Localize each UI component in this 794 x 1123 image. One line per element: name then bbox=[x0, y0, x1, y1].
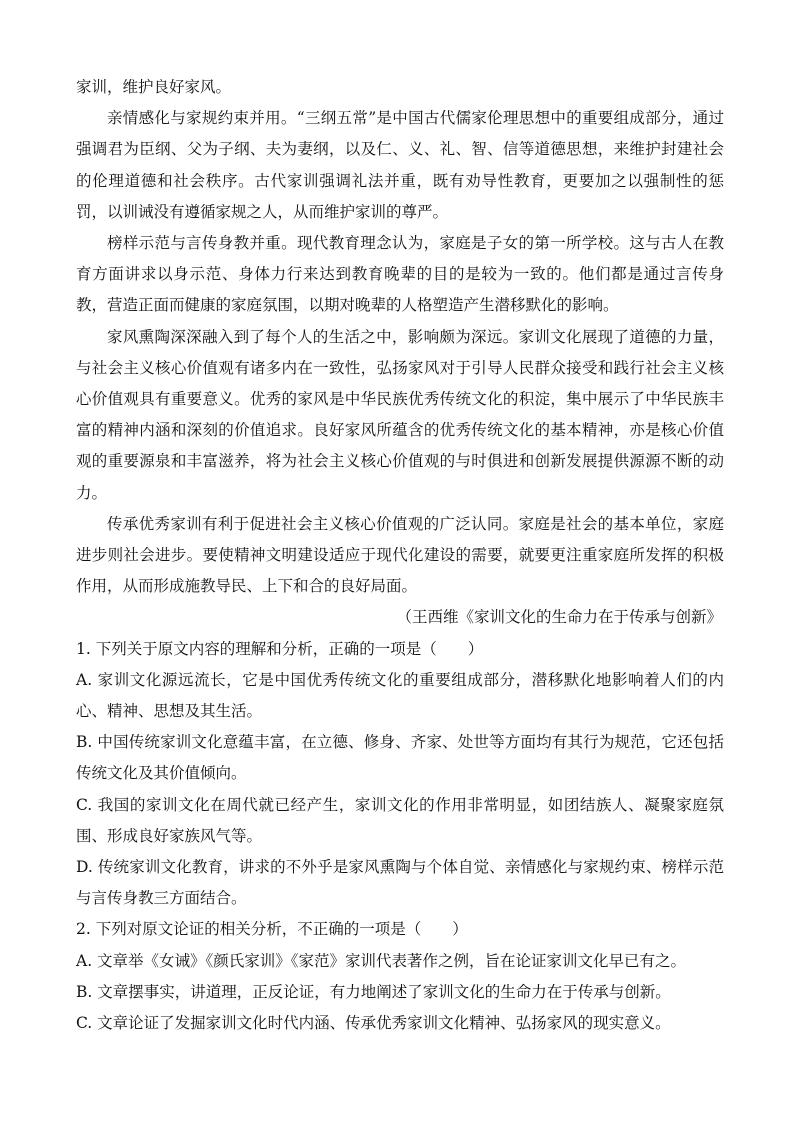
passage-paragraph: 家训，维护良好家风。 bbox=[76, 78, 232, 96]
question-option-c: C. 文章论证了发掘家训文化时代内涵、传承优秀家训文化精神、弘扬家风的现实意义。 bbox=[76, 1014, 671, 1033]
passage-paragraph: 传承优秀家训有利于促进社会主义核心价值观的广泛认同。家庭是社会的基本单位，家庭进步则社会进步。要使精神文明建设适应于现代化建设的需要，就要更注重家庭所发挥的积极作用，从而形成施教导民、上下和合的良好局面。 bbox=[76, 514, 724, 596]
passage-paragraph: 榜样示范与言传身教并重。现代教育理念认为，家庭是子女的第一所学校。这与古人在教育方面讲求以身示范、身体力行来达到教育晚辈的目的是较为一致的。他们都是通过言传身教，营造正面而健康的家庭氛围，以期对晚辈的人格塑造产生潜移默化的影响。 bbox=[76, 234, 724, 315]
passage bbox=[76, 72, 724, 634]
question-option-b: B. 中国传统家训文化意蕴丰富，在立德、修身、齐家、处世等方面均有其行为规范，它还包括传统文化及其价值倾向。 bbox=[76, 733, 724, 783]
question-2 bbox=[76, 914, 724, 1039]
document-content bbox=[76, 72, 724, 1039]
question-option-d: D. 传统家训文化教育，讲求的不外乎是家风熏陶与个体自觉、亲情感化与家规约束、榜样示范与言传身教三方面结合。 bbox=[76, 858, 724, 908]
question-stem: 1. 下列关于原文内容的理解和分析，正确的一项是（ ） bbox=[76, 639, 484, 658]
passage-paragraph: 亲情感化与家规约束并用。“三纲五常”是中国古代儒家伦理思想中的重要组成部分，通过强调君为臣纲、父为子纲、夫为妻纲，以及仁、义、礼、智、信等道德思想，来维护封建社会的伦理道德和社会秩序。古代家训强调礼法并重，既有劝导性教育，更要加之以强制性的惩罚，以训诫没有遵循家规之人，从而维护家训的尊严。 bbox=[76, 109, 724, 221]
question-option-a: A. 家训文化源远流长，它是中国优秀传统文化的重要组成部分，潜移默化地影响着人们的内心、精神、思想及其生活。 bbox=[76, 670, 724, 721]
passage-source: （王西维《家训文化的生命力在于传承与创新》 bbox=[396, 608, 722, 627]
question-stem: 2. 下列对原文论证的相关分析，不正确的一项是（ ） bbox=[76, 920, 468, 939]
question-option-b: B. 文章摆事实，讲道理，正反论证，有力地阐述了家训文化的生命力在于传承与创新。 bbox=[76, 982, 671, 1001]
question-option-c: C. 我国的家训文化在周代就已经产生，家训文化的作用非常明显，如团结族人、凝聚家庭氛围、形成良好家族风气等。 bbox=[76, 795, 724, 845]
passage-paragraph: 家风熏陶深深融入到了每个人的生活之中，影响颇为深远。家训文化展现了道德的力量，与社会主义核心价值观有诸多内在一致性，弘扬家风对于引导人民群众接受和践行社会主义核心价值观具有重要意义。优秀的家风是中华民族优秀传统文化的积淀，集中展示了中华民族丰富的精神内涵和深刻的价值追求。良好家风所蕴含的优秀传统文化的基本精神，亦是核心价值观的重要源泉和丰富滋养，将为社会主义核心价值观的与时俱进和创新发展提供源源不断的动力。 bbox=[76, 327, 724, 502]
question-option-a: A. 文章举《女诫》《颜氏家训》《家范》家训代表著作之例，旨在论证家训文化早已有之。 bbox=[76, 951, 687, 970]
question-1 bbox=[76, 634, 724, 915]
